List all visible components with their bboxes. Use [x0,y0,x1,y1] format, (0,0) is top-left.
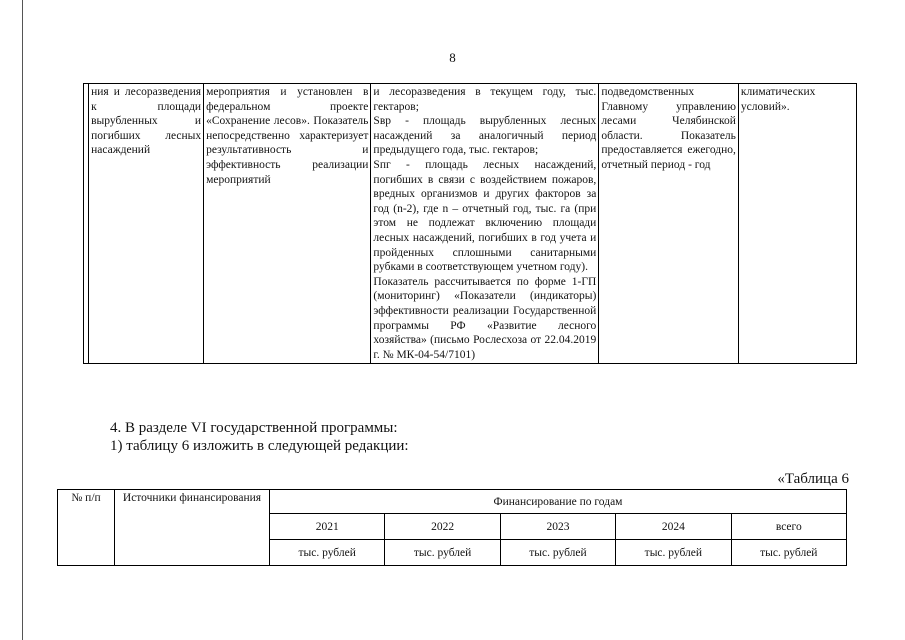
page-number: 8 [449,50,456,65]
table-cell-method [371,84,599,364]
paragraph-section-vi: 4. В разделе VI государственной программы: [110,420,398,436]
header-sources: Источники финансирования [115,490,270,566]
header-year-2021: 2021 [270,514,385,540]
header-year-2022: 2022 [385,514,500,540]
method-text-1: и лесоразведения в текущем году, тыс. гектаров; [373,86,597,113]
table-cell-indicator: ния и лесоразведения к площади вырубленных и погибших лесных насаждений [89,84,204,364]
method-text-4: Показатель рассчитывается по форме 1-ГП (мониторинг) «Показатели (индикаторы) эффективности реализации Государственной программы РФ «Развитие лесного хозяйства» (письмо Рослесхоза от 22.04.2019 г. № МК-04-54/7101) [373,275,597,361]
paragraph-table-6-intro: 1) таблицу 6 изложить в следующей редакции: [110,438,409,454]
unit-cell: тыс. рублей [385,540,500,566]
table-cell-justification: мероприятия и установлен в федеральном проекте «Сохранение лесов». Показатель непосредственно характеризует результативность и эффективность реализации мероприятий [204,84,371,364]
unit-cell: тыс. рублей [731,540,846,566]
header-year-2023: 2023 [500,514,615,540]
table-cell-factors: климатических условий». [738,84,856,364]
method-text-2: Sвр - площадь вырубленных лесных насаждений за аналогичный период предыдущего года, тыс. гектаров; [373,115,597,157]
unit-cell: тыс. рублей [270,540,385,566]
unit-cell: тыс. рублей [500,540,615,566]
header-year-2024: 2024 [616,514,731,540]
header-total: всего [731,514,846,540]
unit-cell: тыс. рублей [616,540,731,566]
header-number: № п/п [58,490,115,566]
table-cell-source: подведомственных Главному управлению лесами Челябинской области. Показатель предоставляется ежегодно, отчетный период - год [599,84,739,364]
table-label: «Таблица 6 [777,471,849,487]
method-text-3: Sпг - площадь лесных насаждений, погибших в связи с воздействием пожаров, вредных организмов и других факторов за год (n-2), где n – отчетный год, тыс. га (при этом не подлежат включению площади лесных насаждений, погибших в год учета и пройденных сплошными санитарными рубками в соответствующем учетном году). [373,158,597,274]
table-row [84,84,857,364]
page-edge-line [22,0,23,640]
table-header-row [58,490,847,514]
continuation-table [83,83,857,364]
financing-table [57,489,847,566]
header-financing-by-years: Финансирование по годам [270,490,847,514]
